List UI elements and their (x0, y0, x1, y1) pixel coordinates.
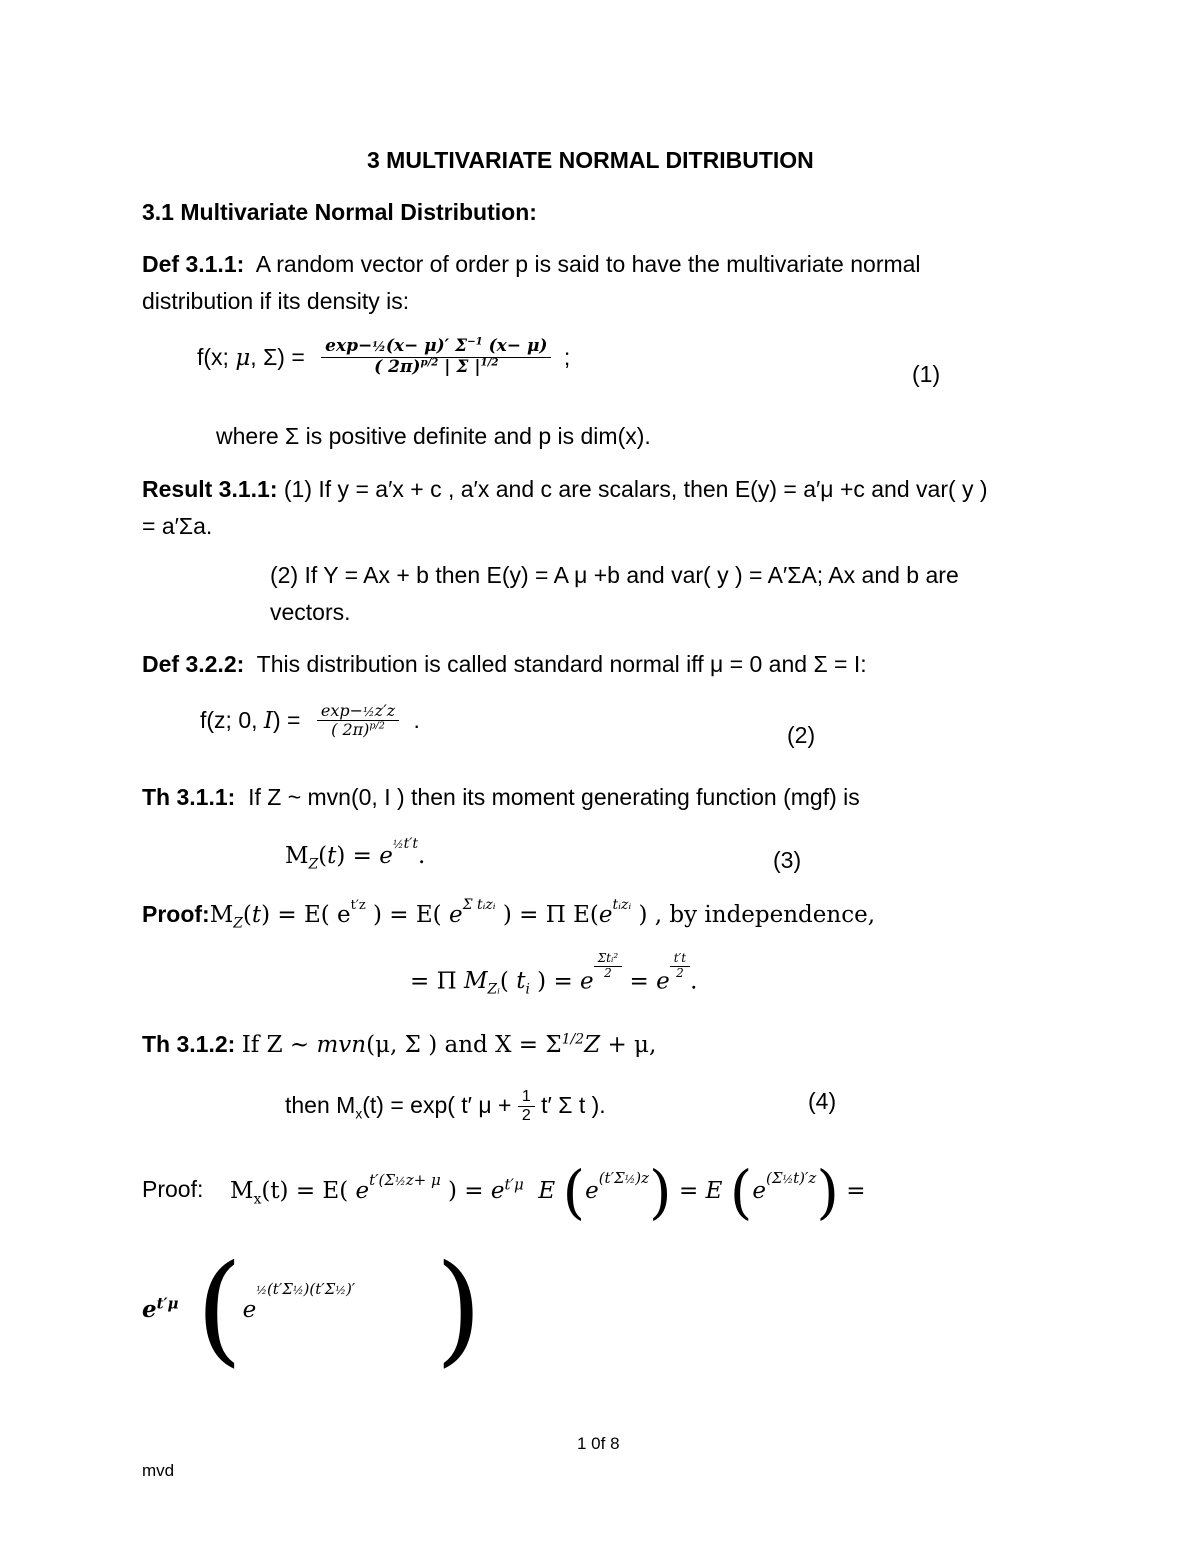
proof-2-label: Proof: (142, 1176, 204, 1202)
th311-text: If Z ~ mvn(0, I ) then its moment generating function (mgf) is (248, 784, 860, 810)
proof1-line1: $M_Z(t) = E$( $e^{t'z}$ ) = E( $e^{\Sigma tᵢzᵢ}$ ) = Π $E(e^{tᵢzᵢ}$ ) , by independence, (209, 897, 876, 932)
equation-1 (197, 337, 570, 377)
eq1-where: where Σ is positive definite and p is dim(x). (216, 423, 651, 449)
proof-1 (142, 897, 876, 932)
eq2-number: (2) (787, 722, 816, 748)
eq3-number: (3) (773, 847, 802, 873)
eq2-fraction (317, 702, 399, 740)
eq1-lhs: f(x; μ, Σ) = (197, 343, 305, 371)
page-title: 3 MULTIVARIATE NORMAL DITRIBUTION (367, 147, 814, 173)
eq1-semicolon: ; (563, 343, 571, 370)
result-line1: (1) If y = a′x + c , a′x and c are scalars, then E(y) = a′μ +c and var( y ) (283, 476, 988, 502)
proof2-line1: $M_x(t) = E$( $e^{t'(\Sigma\frac{1}{2}z+ \mu}$ ) = $e^{t'\mu}$ E $(e^{(t'\Sigma\frac{1}{2})z}) = E$ $(e^{(\Sigma\frac{1}{2}t)'z})$ = (230, 1158, 866, 1226)
eq2-numerator: exp−½z′z (317, 702, 399, 721)
def-3-1-1 (142, 251, 921, 278)
def322-text: This distribution is called standard normal iff μ = 0 and Σ = I: (256, 651, 867, 677)
page-number: 1 0f 8 (577, 1434, 620, 1453)
result-line2: = a′Σa. (142, 513, 213, 539)
proof2-line2: $e^{t'\mu}$ ($e^{\frac{1}{2}(t'\Sigma\frac{1}{2})(t'\Sigma\frac{1}{2})'}$ ) (142, 1240, 483, 1379)
def-text-line2: distribution if its density is: (142, 288, 410, 314)
equation-2 (200, 702, 420, 740)
proof1-line2: = Π $M_{Zᵢ}$( $t_i$ ) = e $\frac{\text{Σtᵢ²}}{2}$ = e $\frac{t't}{2}$ . (410, 951, 698, 998)
th312-text: If Z ~ mvn(μ, Σ ) and $X = \Sigma^{1/2}Z + \mu$, (241, 1031, 657, 1058)
equation-4: then $M_x(t) = \exp$( t′ μ + $\frac{1}{2}$ t′ Σ t ). (285, 1088, 606, 1125)
result-line3: (2) If Y = Ax + b then E(y) = A μ +b and var( y ) = A′ΣA; Ax and b are (270, 562, 959, 588)
result-label: Result 3.1.1: (142, 476, 278, 502)
def322-label: Def 3.2.2: (142, 651, 245, 677)
eq1-fraction (321, 337, 551, 377)
th311-label: Th 3.1.1: (142, 784, 236, 810)
eq2-lhs: f(z; 0, I) = (200, 707, 301, 735)
result-line4: vectors. (270, 599, 351, 625)
def-text-line1: A random vector of order p is said to have the multivariate normal (255, 251, 921, 277)
equation-3: $M_Z(t) = e^{\frac{1}{2}t't}$. (285, 836, 426, 873)
def-3-2-2 (142, 651, 867, 678)
footer-note: mvd (142, 1461, 175, 1480)
theorem-3-1-1 (142, 784, 860, 811)
proof1-label: Proof: (142, 901, 210, 927)
theorem-3-1-2 (142, 1031, 656, 1058)
eq4-number: (4) (808, 1088, 837, 1114)
eq2-dot: . (413, 707, 420, 734)
def-label: Def 3.1.1: (142, 251, 245, 277)
eq1-numerator: exp−½(x− μ)′ $\Sigma^{-1}$ (x− μ) (321, 337, 551, 358)
eq1-number: (1) (912, 361, 941, 387)
eq1-denominator: ( 2π)$^{p/2}$ | Σ $|^{1/2}$ (374, 355, 499, 377)
th312-label: Th 3.1.2: (142, 1031, 236, 1057)
result-3-1-1 (142, 476, 988, 503)
eq2-denominator: ( 2π)$^{p/2}$ (331, 720, 385, 740)
section-heading: 3.1 Multivariate Normal Distribution: (142, 199, 537, 225)
